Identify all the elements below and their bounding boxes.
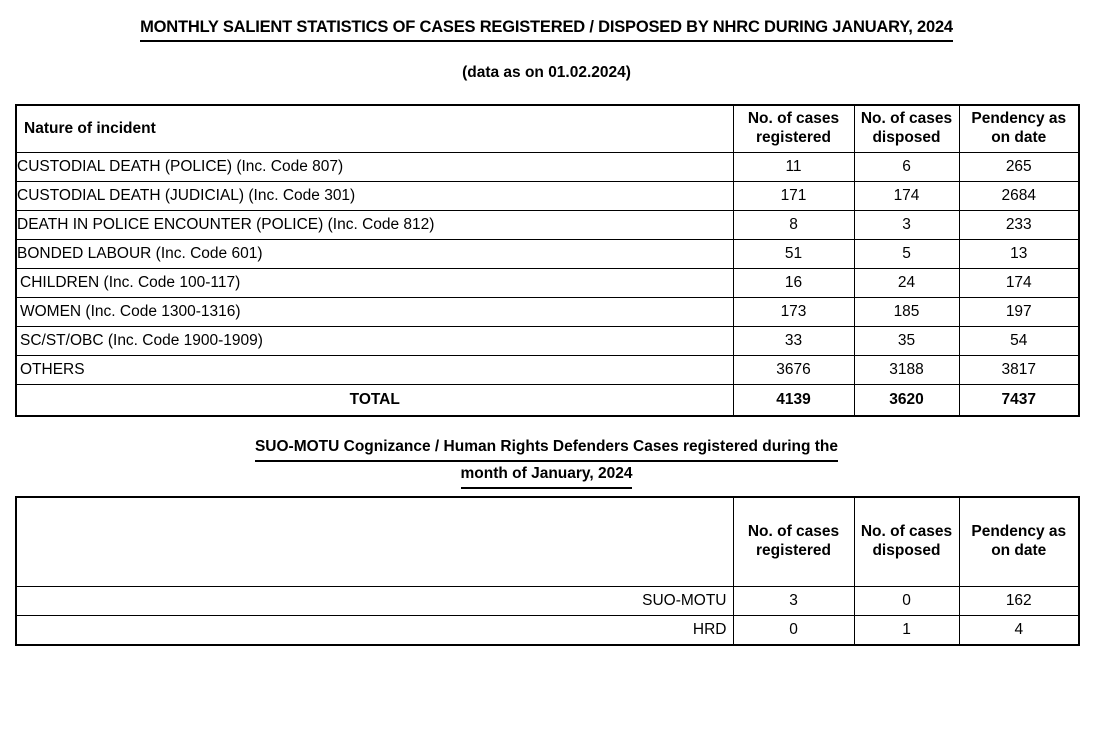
table-row [16,327,1079,356]
suomotu-title-line1: SUO-MOTU Cognizance / Human Rights Defenders Cases registered during the [255,435,838,462]
row-label: CUSTODIAL DEATH (POLICE) (Inc. Code 807) [16,153,733,182]
row-label: BONDED LABOUR (Inc. Code 601) [16,240,733,269]
total-pendency: 7437 [959,385,1079,417]
table-row [16,269,1079,298]
cell-disposed: 5 [854,240,959,269]
table-row [16,616,1079,646]
row-label: DEATH IN POLICE ENCOUNTER (POLICE) (Inc. Code 812) [16,211,733,240]
cell-pendency: 54 [959,327,1079,356]
cell-disposed: 6 [854,153,959,182]
cell-pendency: 233 [959,211,1079,240]
table-row [16,240,1079,269]
column-header-disposed: No. of cases disposed [854,497,959,587]
cell-disposed: 24 [854,269,959,298]
suomotu-statistics-table [15,496,1080,646]
column-header-pendency: Pendency as on date [959,105,1079,152]
cell-disposed: 1 [854,616,959,646]
cell-pendency: 2684 [959,182,1079,211]
total-registered: 4139 [733,385,854,417]
row-label-suomotu: SUO-MOTU [16,587,733,616]
cell-disposed: 0 [854,587,959,616]
cell-registered: 3 [733,587,854,616]
cell-pendency: 4 [959,616,1079,646]
column-header-disposed: No. of cases disposed [854,105,959,152]
table-row [16,182,1079,211]
table-row [16,587,1079,616]
cell-registered: 171 [733,182,854,211]
cell-pendency: 197 [959,298,1079,327]
table-row [16,298,1079,327]
row-label: SC/ST/OBC (Inc. Code 1900-1909) [16,327,733,356]
cell-disposed: 185 [854,298,959,327]
cell-registered: 173 [733,298,854,327]
cell-registered: 33 [733,327,854,356]
cell-pendency: 265 [959,153,1079,182]
table2-header-row [16,497,1079,587]
column-header-registered: No. of cases registered [733,497,854,587]
statistics-table-container [0,104,1093,417]
incident-statistics-table [15,104,1080,417]
cell-registered: 3676 [733,356,854,385]
column-header-blank [16,497,733,587]
column-header-nature: Nature of incident [16,105,733,152]
suomotu-title-line2: month of January, 2024 [461,462,633,489]
cell-disposed: 3188 [854,356,959,385]
table-row [16,153,1079,182]
cell-pendency: 13 [959,240,1079,269]
cell-registered: 16 [733,269,854,298]
table-row [16,211,1079,240]
page-title-text: MONTHLY SALIENT STATISTICS OF CASES REGISTERED / DISPOSED BY NHRC DURING JANUARY, 2024 [140,17,953,42]
cell-registered: 8 [733,211,854,240]
cell-disposed: 3 [854,211,959,240]
column-header-pendency: Pendency as on date [959,497,1079,587]
table-total-row [16,385,1079,417]
total-disposed: 3620 [854,385,959,417]
cell-disposed: 174 [854,182,959,211]
data-as-on-subtitle: (data as on 01.02.2024) [462,63,631,81]
row-label: CUSTODIAL DEATH (JUDICIAL) (Inc. Code 301) [16,182,733,211]
cell-pendency: 3817 [959,356,1079,385]
table-row [16,356,1079,385]
cell-pendency: 174 [959,269,1079,298]
cell-registered: 0 [733,616,854,646]
cell-disposed: 35 [854,327,959,356]
table-body [16,153,1079,417]
total-label: TOTAL [16,385,733,417]
row-label: CHILDREN (Inc. Code 100-117) [16,269,733,298]
cell-registered: 11 [733,153,854,182]
row-label: WOMEN (Inc. Code 1300-1316) [16,298,733,327]
row-label: OTHERS [16,356,733,385]
column-header-registered: No. of cases registered [733,105,854,152]
cell-pendency: 162 [959,587,1079,616]
suomotu-section-title [0,435,1093,489]
cell-registered: 51 [733,240,854,269]
page-title [0,0,1093,42]
table-header-row [16,105,1079,152]
suomotu-table-container [0,496,1093,646]
row-label-hrd: HRD [16,616,733,646]
table2-body [16,587,1079,646]
document-header [0,0,1093,82]
